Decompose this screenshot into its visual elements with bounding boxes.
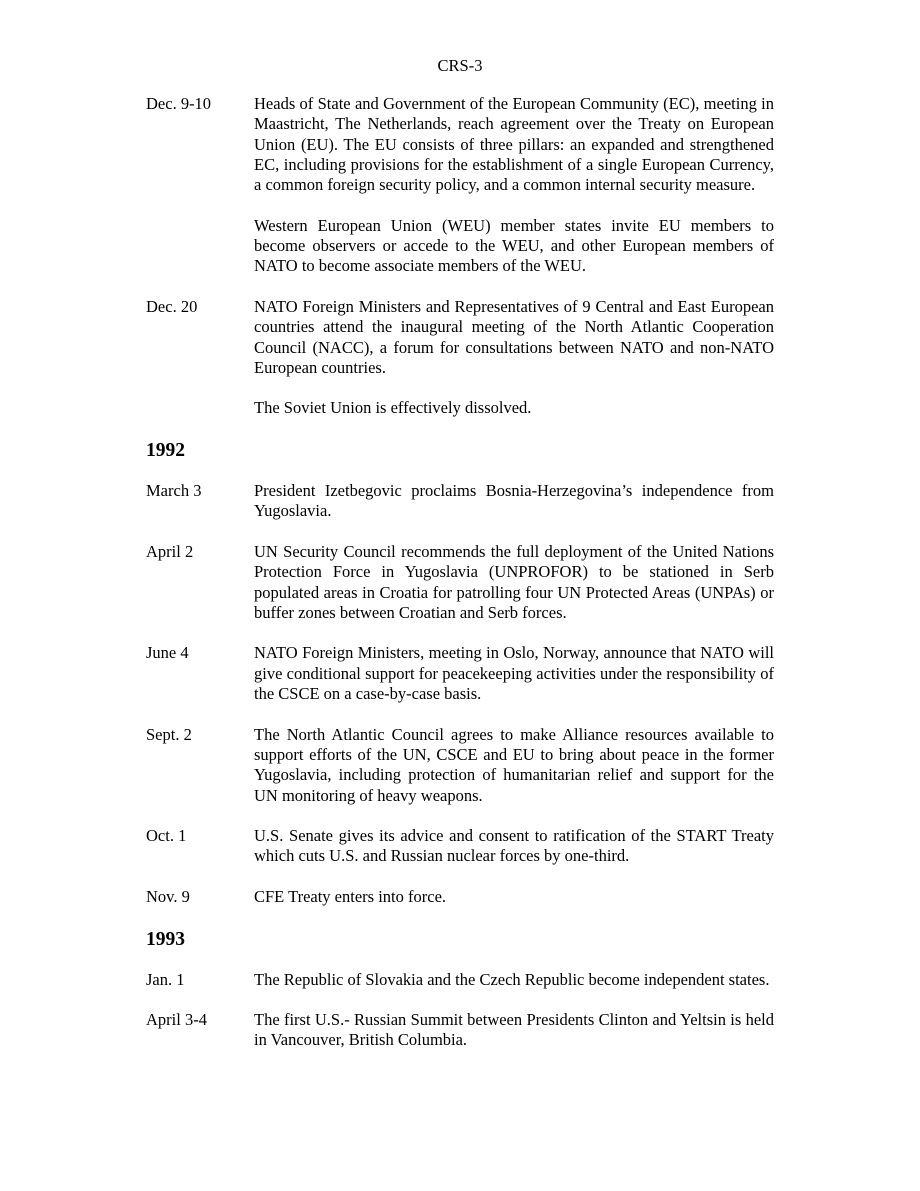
entry-paragraph: NATO Foreign Ministers and Representatives of 9 Central and East European countries attend the inaugural meeting of the North Atlantic Cooperation Council (NACC), a forum for consultations between NATO and non-NATO European countries. xyxy=(254,296,774,377)
entry-body: NATO Foreign Ministers, meeting in Oslo, Norway, announce that NATO will give conditional support for peacekeeping activities under the responsibility of the CSCE on a case-by-case basis. xyxy=(254,643,774,704)
entry-dec-20 xyxy=(146,297,774,419)
chronology xyxy=(146,94,774,1051)
entry-body xyxy=(254,94,774,277)
entry-oct-1 xyxy=(146,826,774,867)
entry-body: The first U.S.- Russian Summit between Presidents Clinton and Yeltsin is held in Vancouver, British Columbia. xyxy=(254,1010,774,1050)
entry-date: June 4 xyxy=(146,643,189,663)
year-heading-1992: 1992 xyxy=(146,440,185,462)
entry-date: Jan. 1 xyxy=(146,969,185,989)
entry-body: President Izetbegovic proclaims Bosnia-Herzegovina’s independence from Yugoslavia. xyxy=(254,481,774,521)
entry-body xyxy=(254,297,774,419)
entry-body: The Republic of Slovakia and the Czech Republic become independent states. xyxy=(254,969,770,989)
entry-nov-9 xyxy=(146,887,774,907)
entry-date: Oct. 1 xyxy=(146,826,187,846)
entry-body: The North Atlantic Council agrees to make Alliance resources available to support efforts of the UN, CSCE and EU to bring about peace in the former Yugoslavia, including protection of humanitarian relief and support for the UN monitoring of heavy weapons. xyxy=(254,724,774,805)
entry-date: March 3 xyxy=(146,481,202,501)
entry-date: Sept. 2 xyxy=(146,724,192,744)
entry-date: April 2 xyxy=(146,541,194,561)
entry-date: April 3-4 xyxy=(146,1010,207,1030)
entry-march-3 xyxy=(146,481,774,522)
entry-april-2 xyxy=(146,542,774,623)
year-heading-1993: 1993 xyxy=(146,928,185,950)
entry-june-4 xyxy=(146,643,774,704)
entry-date: Dec. 20 xyxy=(146,296,198,316)
entry-body: CFE Treaty enters into force. xyxy=(254,886,447,906)
entry-paragraph: Western European Union (WEU) member states invite EU members to become observers or accede to the WEU, and other European members of NATO to become associate members of the WEU. xyxy=(254,215,774,276)
entry-paragraph: Heads of State and Government of the European Community (EC), meeting in Maastricht, The Netherlands, reach agreement over the Treaty on European Union (EU). The EU consists of three pillars: an expanded and strengthened EC, including provisions for the establishment of a single European Currency, a common foreign security policy, and a common internal security measure. xyxy=(254,94,774,195)
entry-dec-9-10 xyxy=(146,94,774,277)
entry-body: U.S. Senate gives its advice and consent to ratification of the START Treaty which cuts U.S. and Russian nuclear forces by one-third. xyxy=(254,826,774,866)
entry-jan-1 xyxy=(146,970,774,990)
page-header: CRS-3 xyxy=(437,56,483,75)
entry-april-3-4 xyxy=(146,1010,774,1051)
entry-date: Dec. 9-10 xyxy=(146,94,212,113)
entry-sept-2 xyxy=(146,725,774,806)
entry-date: Nov. 9 xyxy=(146,886,190,906)
entry-paragraph: The Soviet Union is effectively dissolved. xyxy=(254,398,532,418)
entry-body: UN Security Council recommends the full deployment of the United Nations Protection Force in Yugoslavia (UNPROFOR) to be stationed in Serb populated areas in Croatia for patrolling four UN Protected Areas (UNPAs) or buffer zones between Croatian and Serb forces. xyxy=(254,541,774,622)
